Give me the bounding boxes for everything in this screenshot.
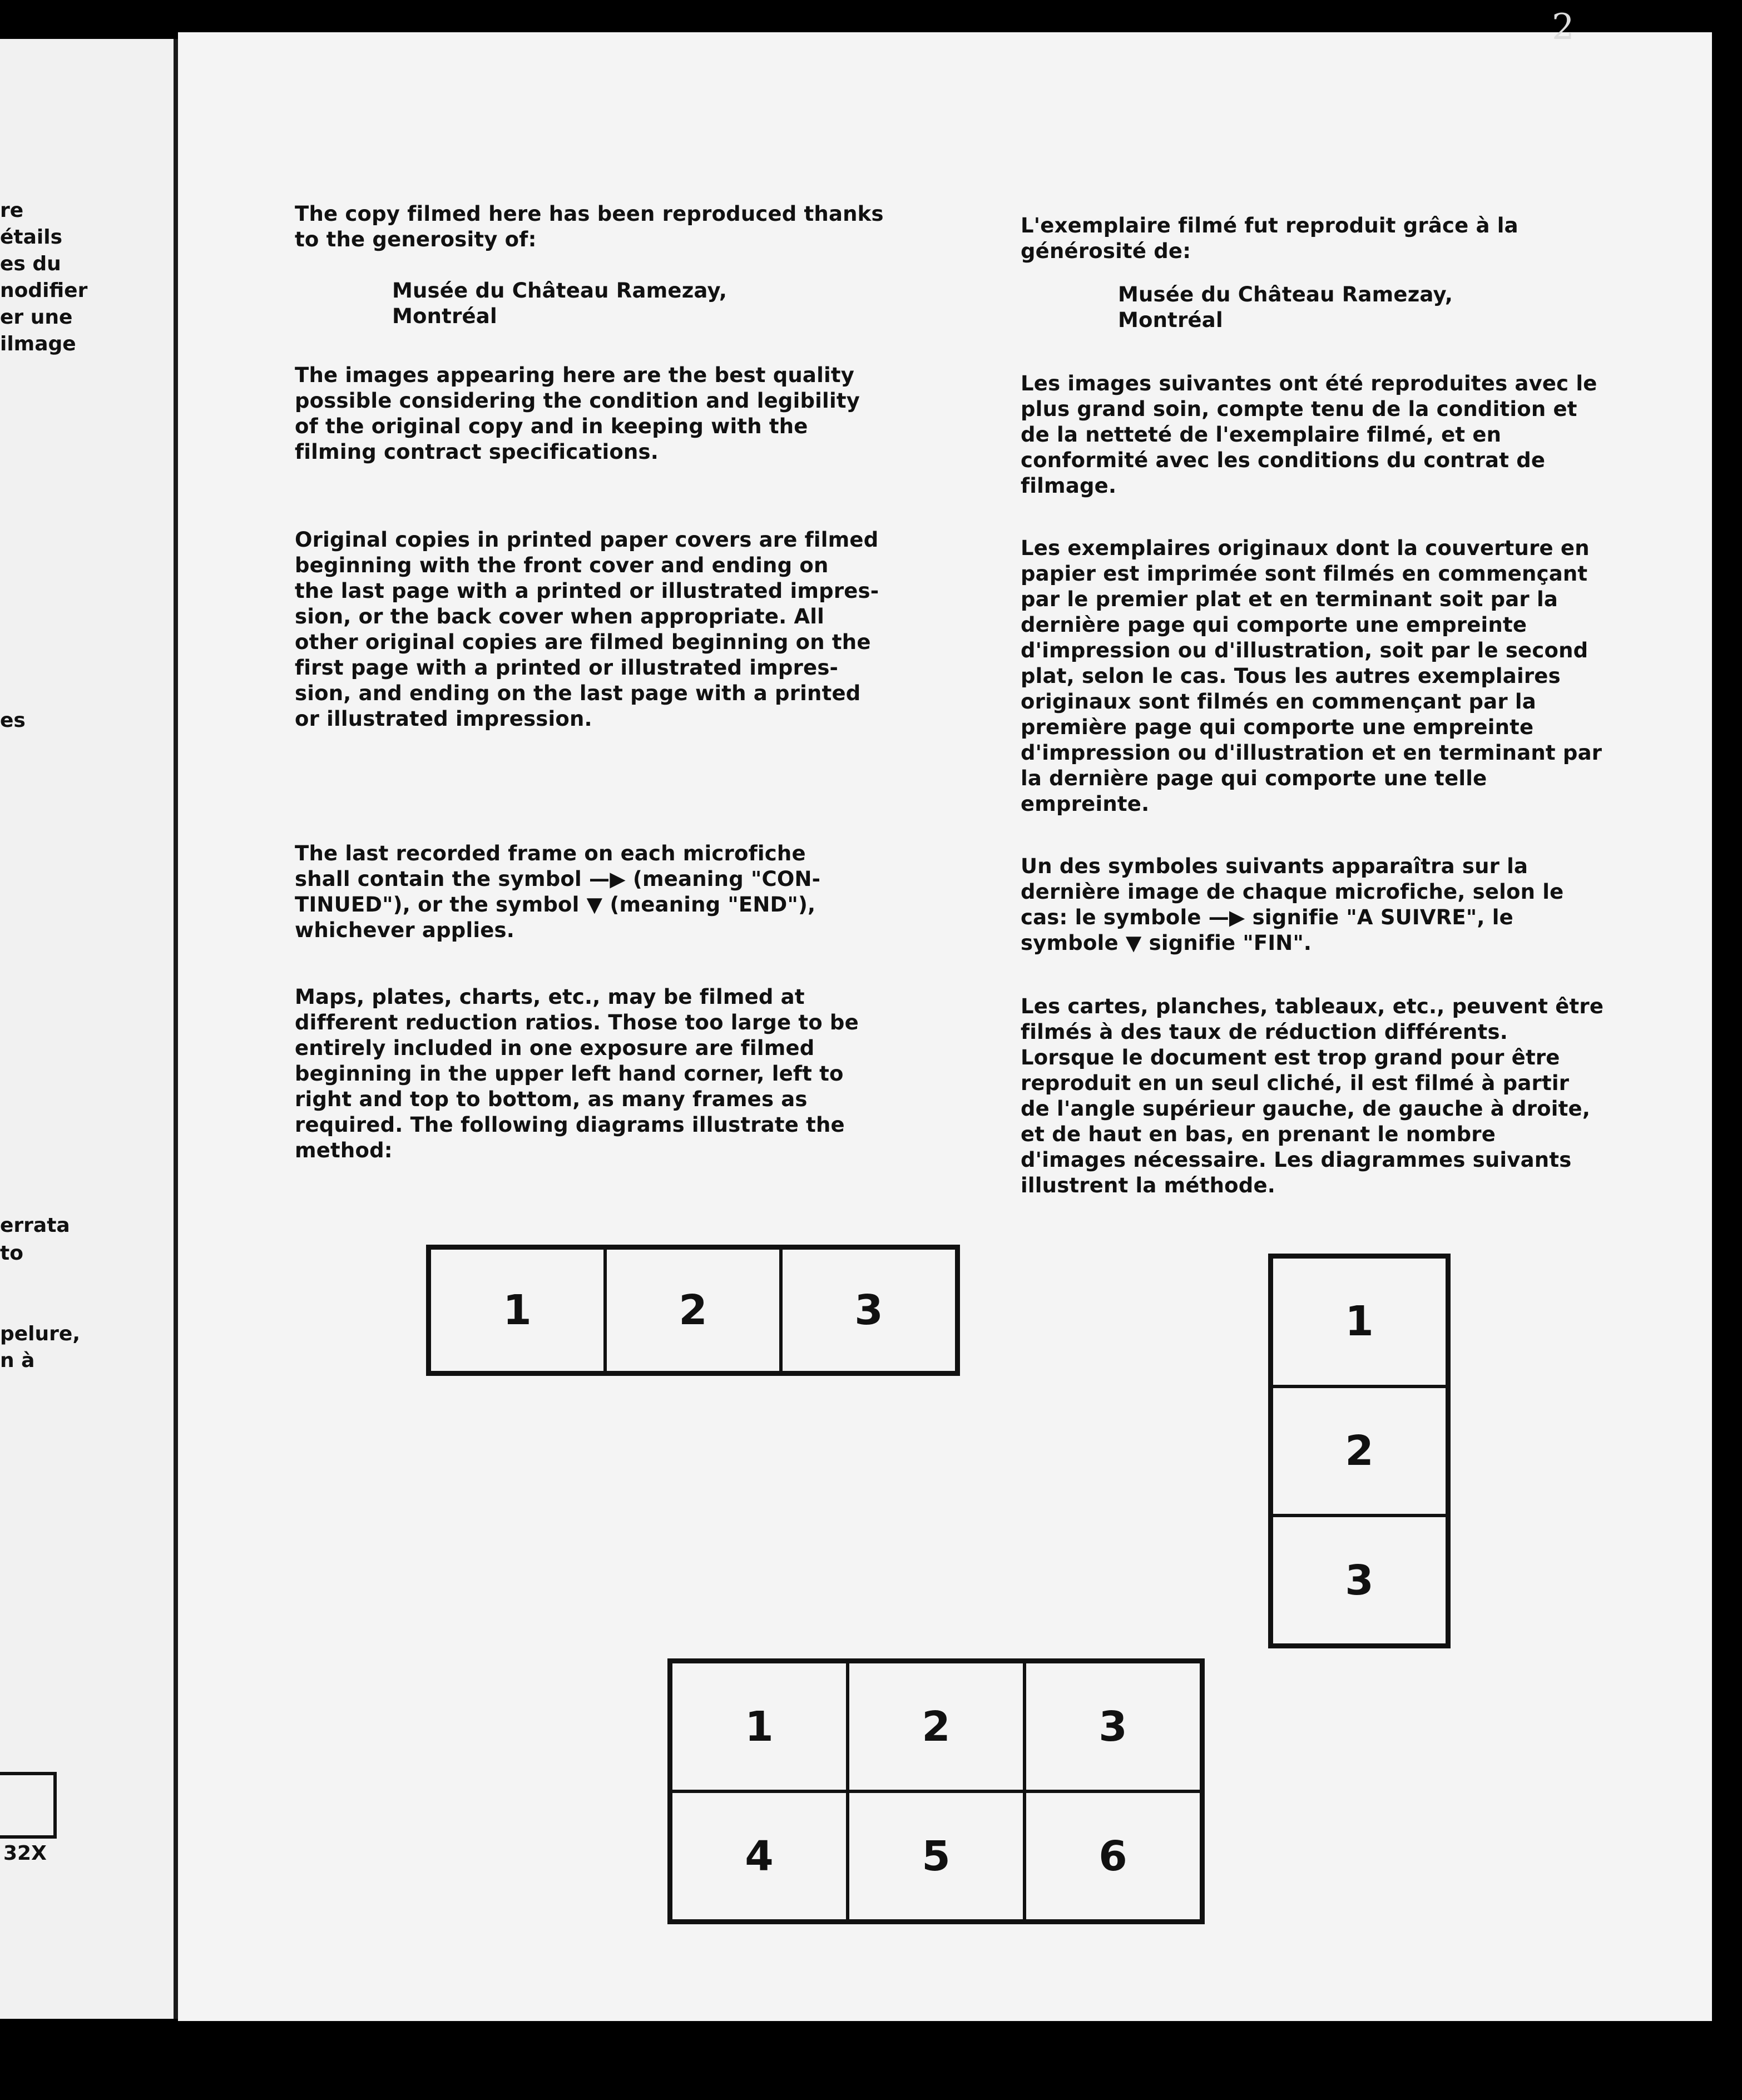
diagram-cell: 3 [781, 1248, 957, 1373]
diagram-cell: 3 [1025, 1662, 1201, 1791]
diagram-cell: 6 [1025, 1791, 1201, 1921]
resolution-chart-box [0, 1772, 57, 1839]
diagram-cell: 1 [1271, 1257, 1447, 1386]
margin-mark: 2 [1552, 7, 1575, 48]
fragment-line: pelure, [0, 1323, 80, 1345]
fr-institution: Musée du Château Ramezay, Montréal [1118, 283, 1453, 332]
fragment-line: errata [0, 1214, 70, 1237]
fr-maps: Les cartes, planches, tableaux, etc., peuvent être filmés à des taux de réduction différents. Lorsque le document est trop grand pour être reproduit en un seul cliché, il est filmé à partir de l'angle supérieur gauche, de gauche à droite, et de haut en bas, en prenant le nombre d'images nécessaire. Les diagrammes suivants illustrent la méthode. [1021, 994, 1604, 1197]
en-thanks: The copy filmed here has been reproduced thanks to the generosity of: [295, 202, 884, 251]
fragment-line: re [0, 199, 24, 222]
fragment-line: er une [0, 306, 73, 329]
diagram-row [426, 1245, 960, 1376]
fragment-line: es [0, 709, 26, 732]
page-gutter [174, 39, 178, 2019]
diagram-cell: 2 [1271, 1386, 1447, 1516]
en-covers: Original copies in printed paper covers are filmed beginning with the front cover and ending on the last page with a printed or illustrated impres- sion, or the back cover when appropriate. All other original copies are filmed beginning on the first page with a printed or illustrated impres- sion, and ending on the last page with a printed or illustrated impression. [295, 528, 879, 731]
reduction-scale-label: 32X [3, 1842, 47, 1865]
fragment-line: nodifier [0, 279, 88, 302]
fragment-line: to [0, 1242, 23, 1265]
fragment-line: es du [0, 252, 61, 275]
diagram-cell: 2 [605, 1248, 781, 1373]
diagram-column [1268, 1254, 1451, 1648]
fr-quality: Les images suivantes ont été reproduites avec le plus grand soin, compte tenu de la condition et de la netteté de l'exemplaire filmé, et en conformité avec les conditions du contrat de filmage. [1021, 372, 1597, 498]
fr-covers: Les exemplaires originaux dont la couverture en papier est imprimée sont filmés en commençant par le premier plat et en terminant soit par la dernière page qui comporte une empreinte d'impression ou d'illustration, soit par le second plat, selon le cas. Tous les autres exemplaires originaux sont filmés en commençant par la première page qui comporte une empreinte d'impression ou d'illustration et en terminant par la dernière page qui comporte une telle empreinte. [1021, 536, 1602, 816]
diagram-grid [667, 1658, 1205, 1924]
diagram-cell: 1 [671, 1662, 848, 1791]
diagram-cell: 1 [429, 1248, 605, 1373]
fragment-line: ilmage [0, 333, 76, 355]
fr-thanks: L'exemplaire filmé fut reproduit grâce à la générosité de: [1021, 214, 1518, 263]
fr-symbols: Un des symboles suivants apparaîtra sur la dernière image de chaque microfiche, selon le cas: le symbole —▶ signifie "A SUIVRE", le symbole ▼ signifie "FIN". [1021, 854, 1564, 955]
fragment-line: étails [0, 226, 63, 249]
en-institution: Musée du Château Ramezay, Montréal [392, 279, 728, 328]
en-symbols: The last recorded frame on each microfiche shall contain the symbol —▶ (meaning "CON- TINUED"), or the symbol ▼ (meaning "END"), whichever applies. [295, 841, 821, 942]
diagram-cell: 2 [848, 1662, 1025, 1791]
en-quality: The images appearing here are the best quality possible considering the condition and legibility of the original copy and in keeping with the filming contract specifications. [295, 363, 860, 464]
en-maps: Maps, plates, charts, etc., may be filmed at different reduction ratios. Those too large to be entirely included in one exposure are filmed beginning in the upper left hand corner, left to right and top to bottom, as many frames as required. The following diagrams illustrate the method: [295, 985, 859, 1162]
diagram-cell: 3 [1271, 1515, 1447, 1645]
fragment-line: n à [0, 1349, 35, 1372]
diagram-cell: 5 [848, 1791, 1025, 1921]
diagram-cell: 4 [671, 1791, 848, 1921]
